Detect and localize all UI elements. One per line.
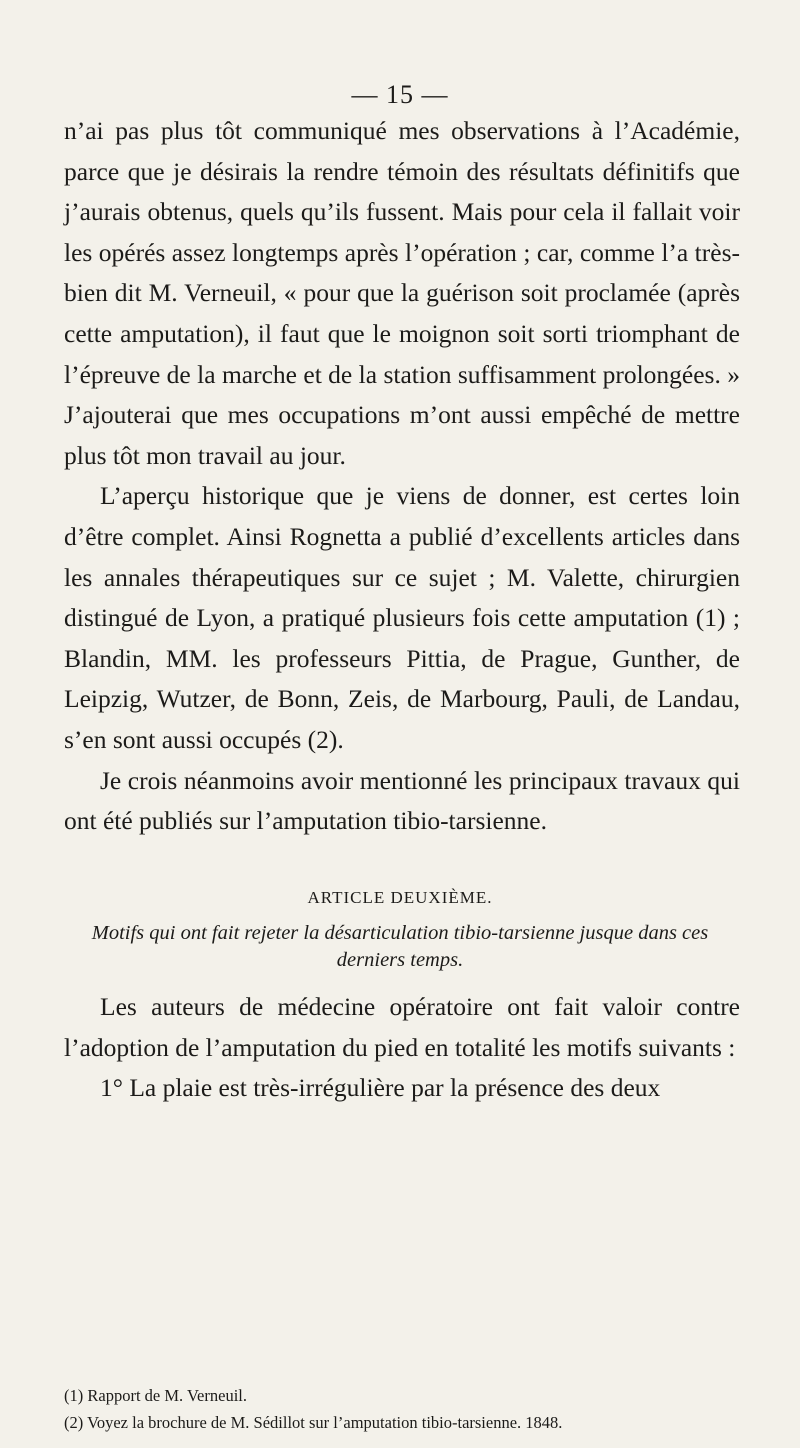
footnote: (2) Voyez la brochure de M. Sédillot sur l’amputation tibio-tarsienne. 1848. — [64, 1413, 563, 1432]
article-subtitle: Motifs qui ont fait rejeter la désarticulation tibio-tarsienne jusque dans ces derniers temps. — [91, 922, 709, 971]
paragraph: n’ai pas plus tôt communiqué mes observations à l’Académie, parce que je désirais la rendre témoin des résultats définitifs que j’aurais obtenus, quels qu’ils fussent. Mais pour cela il fallait voir les opérés assez longtemps après l’opération ; car, comme l’a très-bien dit M. Verneuil, « pour que la guérison soit proclamée (après cette amputation), il faut que le moignon soit sorti triomphant de l’épreuve de la marche et de la station suffisamment prolongées. » J’ajouterai que mes occupations m’ont aussi empêché de mettre plus tôt mon travail au jour. — [64, 116, 740, 470]
article-heading: ARTICLE DEUXIÈME. — [307, 888, 493, 907]
page-number: — 15 — — [351, 80, 449, 109]
paragraph: Je crois néanmoins avoir mentionné les principaux travaux qui ont été publiés sur l’amputation tibio-tarsienne. — [64, 765, 740, 836]
footnote: (1) Rapport de M. Verneuil. — [64, 1386, 247, 1405]
footnotes — [64, 1382, 754, 1436]
paragraph: 1° La plaie est très-irrégulière par la présence des deux — [100, 1073, 661, 1103]
section-text — [64, 987, 740, 1109]
paragraph: L’aperçu historique que je viens de donner, est certes loin d’être complet. Ainsi Rognetta a publié d’excellents articles dans les annales thérapeutiques sur ce sujet ; M. Valette, chirurgien distingué de Lyon, a pratiqué plusieurs fois cette amputation (1) ; Blandin, MM. les professeurs Pittia, de Prague, Gunther, de Leipzig, Wutzer, de Bonn, Zeis, de Marbourg, Pauli, de Landau, s’en sont aussi occupés (2). — [64, 481, 740, 754]
paragraph: Les auteurs de médecine opératoire ont fait valoir contre l’adoption de l’amputation du pied en totalité les motifs suivants : — [64, 992, 740, 1062]
main-text — [64, 111, 740, 842]
